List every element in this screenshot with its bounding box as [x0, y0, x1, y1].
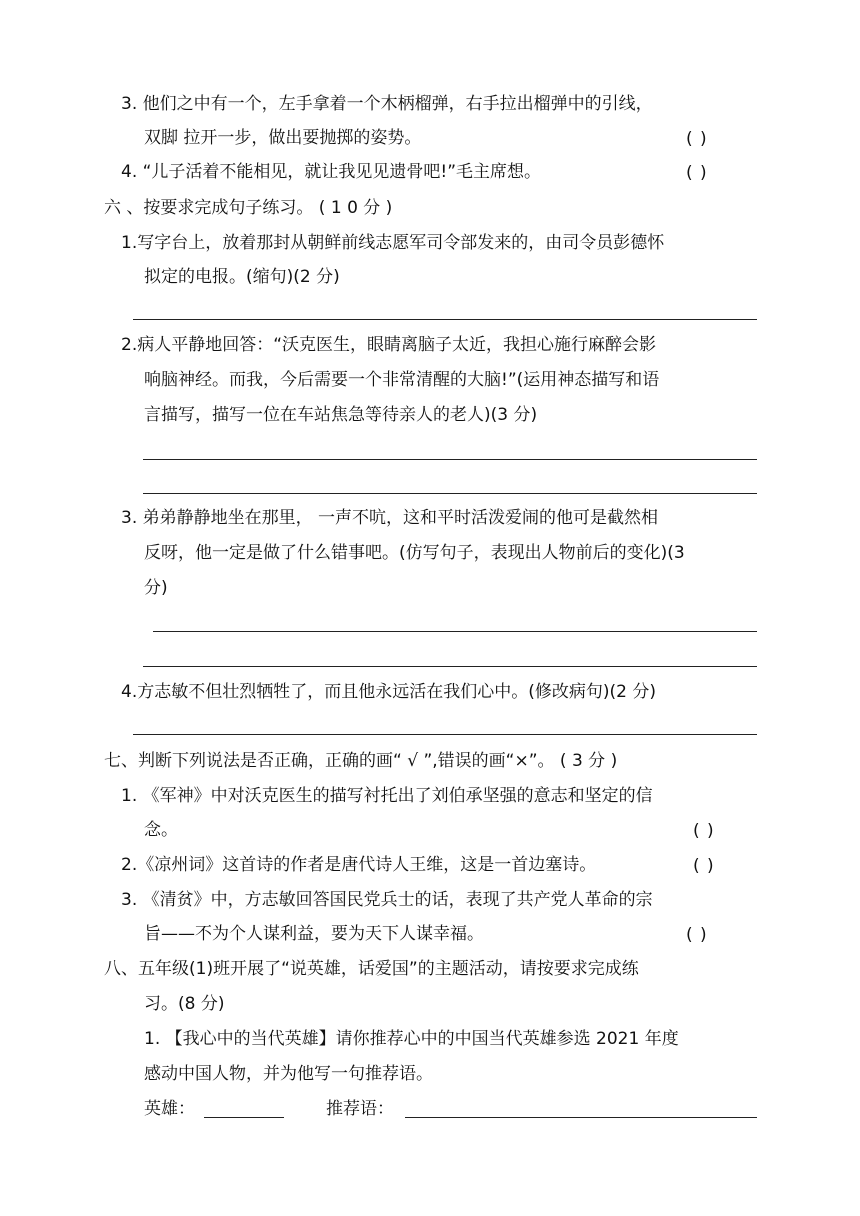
- sec7-q3-answer-paren[interactable]: ( ): [686, 925, 708, 945]
- sec6-q1-answer-line[interactable]: [133, 319, 757, 320]
- sec8-q1-line1: 1. 【我心中的当代英雄】请你推荐心中的中国当代英雄参选 2021 年度: [144, 1029, 679, 1049]
- sec5-q4-text: 4. “儿子活着不能相见，就让我见见遗骨吧!”毛主席想。: [121, 162, 542, 182]
- sec6-heading: 六 、按要求完成句子练习。 ( 1 0 分 ): [104, 198, 393, 218]
- sec5-q3-answer-paren[interactable]: ( ): [686, 129, 708, 149]
- sec6-q1-line1: 1.写字台上，放着那封从朝鲜前线志愿军司令部发来的，由司令员彭德怀: [121, 233, 665, 253]
- sec6-q2-answer-line-2[interactable]: [143, 493, 757, 494]
- sec5-q4-answer-paren[interactable]: ( ): [686, 163, 708, 183]
- sec6-q1-line2: 拟定的电报。(缩句)(2 分): [144, 267, 340, 287]
- sec6-q2-line1: 2.病人平静地回答：“沃克医生，眼睛离脑子太近，我担心施行麻醉会影: [121, 335, 657, 355]
- sec7-q1-line2: 念。: [144, 820, 178, 840]
- sec7-q3-line1: 3. 《清贫》中，方志敏回答国民党兵士的话，表现了共产党人革命的宗: [121, 890, 653, 910]
- sec6-q3-line3: 分): [144, 578, 168, 598]
- sec7-q2-answer-paren[interactable]: ( ): [693, 856, 715, 876]
- hero-label: 英雄：: [144, 1099, 195, 1119]
- sec7-q2-text: 2.《凉州词》这首诗的作者是唐代诗人王维，这是一首边塞诗。: [121, 855, 597, 875]
- sec5-q3-line1: 3. 他们之中有一个，左手拿着一个木柄榴弹，右手拉出榴弹中的引线，: [121, 94, 653, 114]
- sec6-q4-text: 4.方志敏不但壮烈牺牲了，而且他永远活在我们心中。(修改病句)(2 分): [121, 682, 656, 702]
- sec6-q2-line3: 言描写，描写一位在车站焦急等待亲人的老人)(3 分): [144, 405, 538, 425]
- recommend-label: 推荐语：: [326, 1099, 394, 1119]
- sec6-q3-line1: 3. 弟弟静静地坐在那里， 一声不吭，这和平时活泼爱闹的他可是截然相: [121, 508, 659, 528]
- hero-answer-line[interactable]: [204, 1117, 284, 1118]
- sec5-q3-line2: 双脚 拉开一步，做出要抛掷的姿势。: [144, 128, 422, 148]
- sec8-heading-line2: 习。(8 分): [144, 994, 225, 1014]
- sec6-q2-line2: 响脑神经。而我，今后需要一个非常清醒的大脑!”(运用神态描写和语: [144, 370, 660, 390]
- recommend-answer-line[interactable]: [405, 1117, 757, 1118]
- sec6-q3-answer-line-2[interactable]: [143, 666, 757, 667]
- sec6-q3-answer-line-1[interactable]: [153, 631, 757, 632]
- sec7-heading: 七、判断下列说法是否正确，正确的画“ √ ”,错误的画“×”。 ( 3 分 ): [104, 751, 618, 771]
- sec6-q4-answer-line[interactable]: [133, 734, 757, 735]
- sec8-heading-line1: 八、五年级(1)班开展了“说英雄，话爱国”的主题活动，请按要求完成练: [104, 959, 639, 979]
- sec7-q3-line2: 旨——不为个人谋利益，要为天下人谋幸福。: [144, 924, 484, 944]
- sec8-q1-line2: 感动中国人物，并为他写一句推荐语。: [144, 1064, 433, 1084]
- sec7-q1-line1: 1. 《军神》中对沃克医生的描写衬托出了刘伯承坚强的意志和坚定的信: [121, 786, 653, 806]
- sec7-q1-answer-paren[interactable]: ( ): [693, 821, 715, 841]
- sec6-q2-answer-line-1[interactable]: [143, 459, 757, 460]
- sec6-q3-line2: 反呀，他一定是做了什么错事吧。(仿写句子，表现出人物前后的变化)(3: [144, 543, 685, 563]
